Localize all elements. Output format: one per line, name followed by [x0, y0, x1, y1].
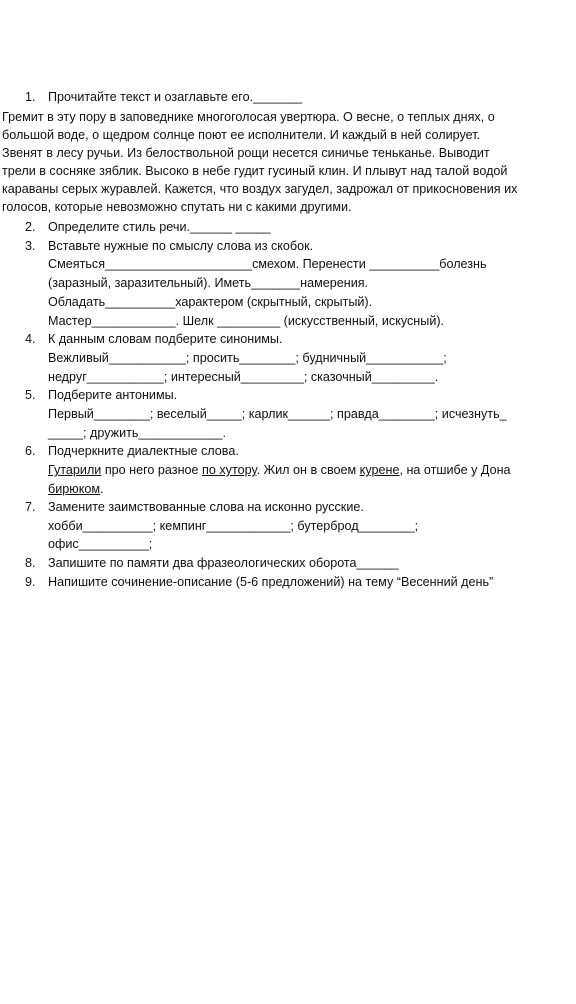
question-text: Напишите сочинение-описание (5-6 предложений) на тему “Весенний день” — [48, 575, 494, 589]
exercise-line: хобби__________; кемпинг____________; бутерброд________; — [48, 519, 419, 533]
question-number: 7. — [25, 500, 36, 514]
exercise-line: Вежливый___________; просить________; будничный___________; — [48, 351, 447, 365]
text-line: голосов, которые невозможно спутать ни с какими другими. — [2, 200, 352, 214]
exercise-line: Мастер____________. Шелк _________ (искусственный, искусный). — [48, 314, 445, 328]
dialect-sentence-end — [48, 480, 104, 498]
sentence-part: . — [100, 482, 104, 496]
text-line: Гремит в эту пору в заповеднике многоголосая увертюра. О весне, о теплых днях, о — [2, 110, 495, 124]
question-text: К данным словам подберите синонимы. — [48, 332, 283, 346]
question-text: Замените заимствованные слова на исконно русские. — [48, 500, 364, 514]
text-line: большой воде, о щедром солнце поют ее исполнители. И каждый в ней солирует. — [2, 128, 481, 142]
dialect-word: по хутору — [202, 463, 257, 477]
question-text: Запишите по памяти два фразеологических оборота______ — [48, 556, 399, 570]
question-number: 9. — [25, 575, 36, 589]
question-number: 6. — [25, 444, 36, 458]
dialect-word: курене — [359, 463, 400, 477]
dialect-word: Гутарили — [48, 463, 102, 477]
question-number: 3. — [25, 239, 36, 253]
dialect-word: бирюком — [48, 482, 101, 496]
question-text: Прочитайте текст и озаглавьте его._______ — [48, 90, 303, 104]
question-number: 1. — [25, 90, 36, 104]
exercise-line: недруг___________; интересный_________; сказочный_________. — [48, 370, 439, 384]
exercise-line: Первый________; веселый_____; карлик______; правда________; исчезнуть_ — [48, 407, 507, 421]
exercise-line: Обладать__________характером (скрытный, скрытый). — [48, 295, 373, 309]
text-line: караваны серых журавлей. Кажется, что воздух загудел, задрожал от прикосновения их — [2, 182, 518, 196]
question-number: 5. — [25, 388, 36, 402]
question-text: Подчеркните диалектные слова. — [48, 444, 239, 458]
dialect-sentence — [48, 461, 511, 479]
question-text: Определите стиль речи.______ _____ — [48, 220, 271, 234]
text-line: трели в сосняке зяблик. Высоко в небе гудит гусиный клин. И плывут над талой водой — [2, 164, 508, 178]
exercise-line: _____; дружить____________. — [48, 426, 227, 440]
question-number: 8. — [25, 556, 36, 570]
question-text: Подберите антонимы. — [48, 388, 178, 402]
exercise-line: Смеяться_____________________смехом. Перенести __________болезнь — [48, 257, 487, 271]
sentence-part: , на отшибе у Дона — [399, 463, 511, 477]
question-number: 2. — [25, 220, 36, 234]
question-number: 4. — [25, 332, 36, 346]
question-text: Вставьте нужные по смыслу слова из скобок. — [48, 239, 314, 253]
text-line: Звенят в лесу ручьи. Из белоствольной рощи несется синичье теньканье. Выводит — [2, 146, 490, 160]
exercise-line: офис__________; — [48, 537, 153, 551]
exercise-line: (заразный, заразительный). Иметь_______намерения. — [48, 276, 369, 290]
sentence-part: про него разное — [101, 463, 203, 477]
sentence-part: . Жил он в своем — [256, 463, 360, 477]
